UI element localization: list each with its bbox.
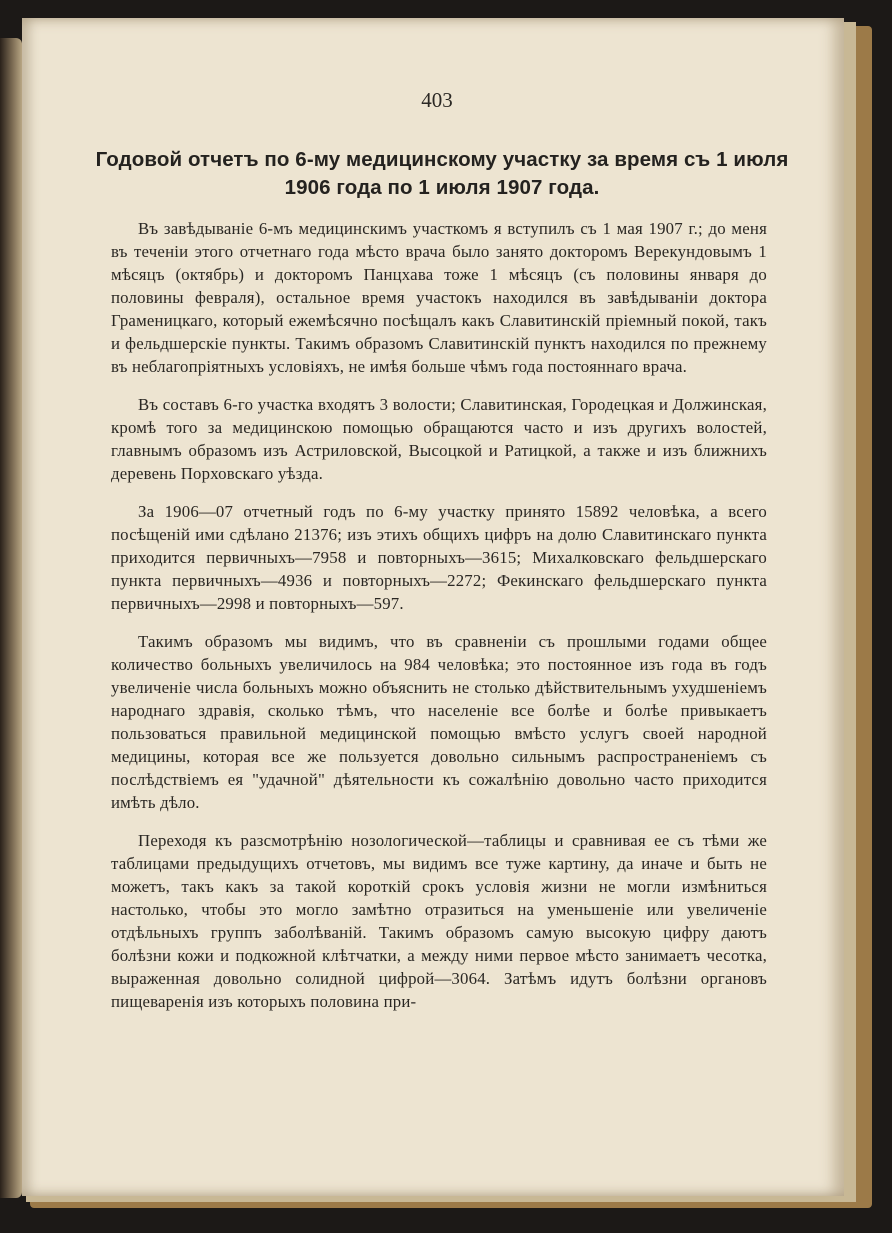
page-number: 403 — [421, 88, 453, 112]
facing-page-edge — [0, 38, 22, 1198]
paragraph-4: Такимъ образомъ мы видимъ, что въ сравненіи съ прошлыми годами общее количество больныхъ увеличилось на 984 человѣка; это постоянное изъ года въ годъ увеличеніе числа больныхъ можно объяснить не столько дѣйствительнымъ ухудшеніемъ народнаго здравія, сколько тѣмъ, что населеніе все болѣе и болѣе привыкаетъ пользоваться правильной медицинской помощью вмѣсто услугъ своей народной медицины, которая все же пользуется довольно сильнымъ распространеніемъ съ послѣдствіемъ ея "удачной" дѣятельности къ сожалѣнію довольно часто приходится имѣть дѣло. — [111, 632, 767, 812]
book-page — [22, 18, 844, 1196]
paragraph-1: Въ завѣдываніе 6-мъ медицинскимъ участкомъ я вступилъ съ 1 мая 1907 г.; до меня въ теченіи этого отчетнаго года мѣсто врача было занято докторомъ Верекундовымъ 1 мѣсяцъ (октябрь) и докторомъ Панцхава тоже 1 мѣсяцъ (съ половины января до половины февраля), остальное время участокъ находился въ завѣдываніи доктора Граменицкаго, который ежемѣсячно посѣщалъ какъ Славитинскій пріемный покой, такъ и фельдшерскіе пункты. Такимъ образомъ Славитинскій пунктъ находился по прежнему въ неблагопріятныхъ условіяхъ, не имѣя больше чѣмъ года постояннаго врача. — [111, 219, 767, 376]
paragraph-2: Въ составъ 6-го участка входятъ 3 волости; Славитинская, Городецкая и Должинская, кромѣ того за медицинскою помощью обращаются часто и изъ другихъ волостей, главнымъ образомъ изъ Астриловской, Высоцкой и Ратицкой, а также и изъ ближнихъ деревень Порховскаго уѣзда. — [111, 395, 767, 483]
paragraph-3: За 1906—07 отчетный годъ по 6-му участку принято 15892 человѣка, а всего посѣщеній ими сдѣлано 21376; изъ этихъ общихъ цифръ на долю Славитинскаго пункта приходится первичныхъ—7958 и повторныхъ—3615; Михалковскаго фельдшерскаго пункта первичныхъ—4936 и повторныхъ—2272; Фекинскаго фельдшерскаго пункта первичныхъ—2998 и повторныхъ—597. — [111, 502, 767, 613]
body-text — [111, 217, 767, 1028]
document-title: Годовой отчетъ по 6-му медицинскому участку за время съ 1 июля 1906 года по 1 июля 1907 года. — [95, 148, 789, 199]
paragraph-5: Переходя къ разсмотрѣнію нозологической—таблицы и сравнивая ее съ тѣми же таблицами предыдущихъ отчетовъ, мы видимъ все туже картину, да иначе и быть не можетъ, такъ какъ за такой короткій срокъ условія жизни не могли измѣниться настолько, чтобы это могло замѣтно отразиться на уменьшеніе или увеличеніе отдѣльныхъ группъ заболѣваній. Такимъ образомъ самую высокую цифру даютъ болѣзни кожи и подкожной клѣтчатки, а между ними первое мѣсто занимаетъ чесотка, выраженная довольно солидной цифрой—3064. Затѣмъ идутъ болѣзни органовъ пищеваренія изъ которыхъ половина при- — [111, 831, 767, 1011]
